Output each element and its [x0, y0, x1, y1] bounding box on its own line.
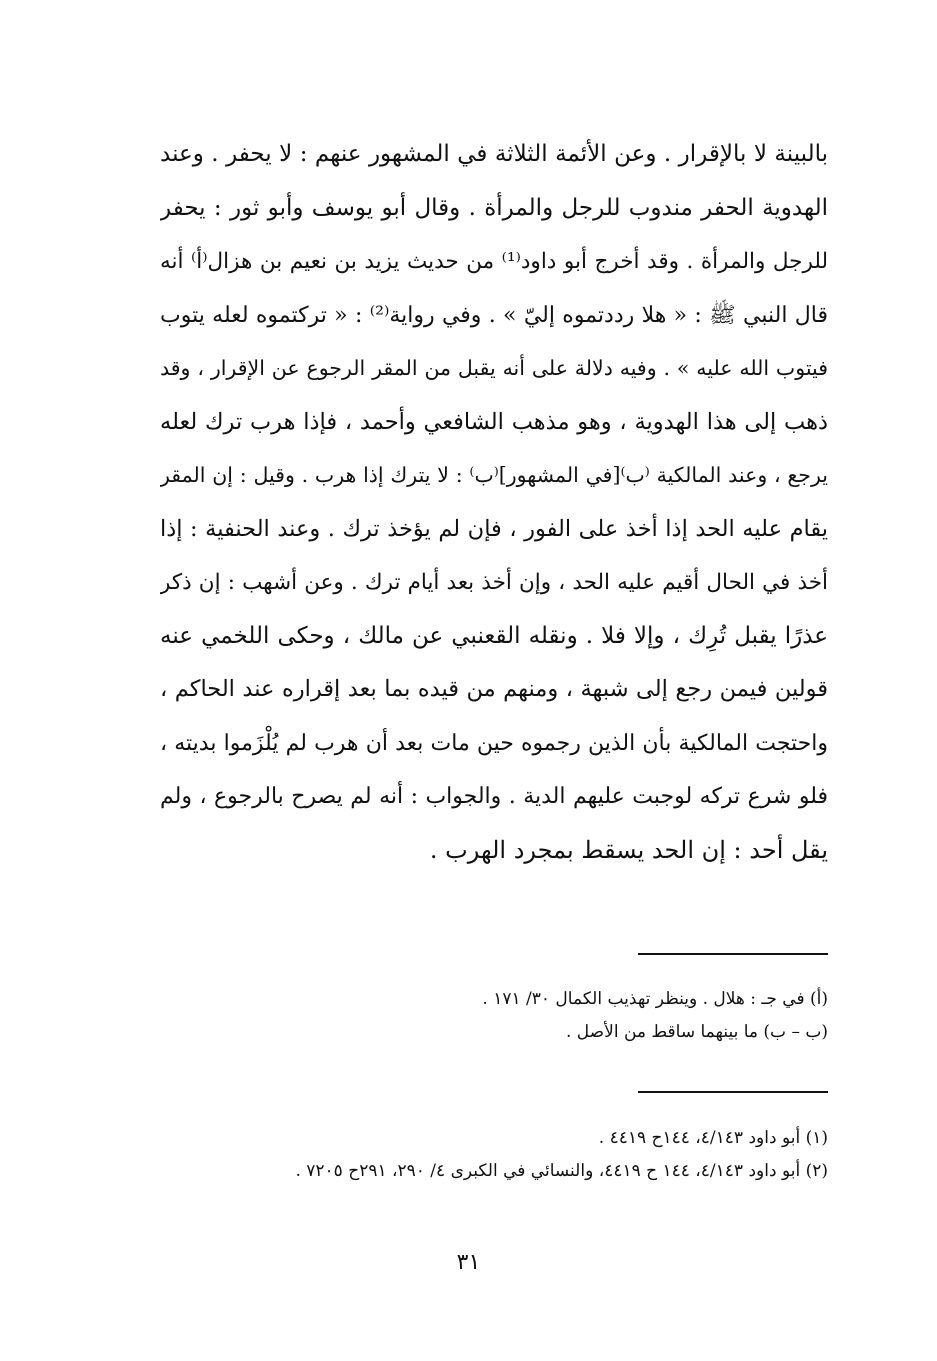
footnote: (١) أبو داود ٤/١٤٣، ١٤٤ح ٤٤١٩ .	[598, 1128, 828, 1148]
text-line: يرجع ، وعند المالكية ⁽ب⁾[في المشهور]⁽ب⁾ : لا يترك إذا هرب . وقيل : إن المقر	[160, 463, 828, 487]
text-line: واحتجت المالكية بأن الذين رجموه حين مات بعد أن هرب لم يُلْزَموا بديته ،	[160, 730, 828, 756]
footnote-divider	[638, 953, 828, 955]
footnote: (٢) أبو داود ٤/١٤٣، ١٤٤ ح ٤٤١٩، والنسائي في الكبرى ٤/ ٢٩٠، ٢٩١ح ٧٢٠٥ .	[295, 1161, 828, 1181]
variant-footnotes	[160, 983, 828, 1049]
page-number: ٣١	[456, 1250, 481, 1275]
text-line: فلو شرع تركه لوجبت عليهم الدية . والجواب : أنه لم يصرح بالرجوع ، ولم	[160, 784, 828, 809]
text-line: الهدوية الحفر مندوب للرجل والمرأة . وقال أبو يوسف وأبو ثور : يحفر	[160, 194, 828, 221]
footnote: (ب – ب) ما بينهما ساقط من الأصل .	[566, 1022, 828, 1042]
text-line: قولين فيمن رجع إلى شبهة ، ومنهم من قيده بما بعد إقراره عند الحاكم ،	[160, 676, 828, 702]
text-line: قال النبي ﷺ : « هلا رددتموه إليّ » . وفي رواية⁽²⁾ : « تركتموه لعله يتوب	[160, 302, 828, 328]
text-line: يقام عليه الحد إذا أخذ على الفور ، فإن لم يؤخذ ترك . وعند الحنفية : إذا	[160, 515, 828, 542]
text-line: عذرًا يقبل تُرِك ، وإلا فلا . ونقله القعنبي عن مالك ، وحكى اللخمي عنه	[160, 622, 828, 649]
main-text	[160, 128, 828, 877]
text-line: للرجل والمرأة . وقد أخرج أبو داود⁽¹⁾ من حديث يزيد بن نعيم بن هزال⁽أ⁾ أنه	[160, 249, 828, 274]
text-line: ذهب إلى هذا الهدوية ، وهو مذهب الشافعي وأحمد ، فإذا هرب ترك لعله	[160, 408, 828, 435]
footnote: (أ) في جـ : هلال . وينظر تهذيب الكمال ٣٠/ ١٧١ .	[482, 989, 828, 1009]
source-footnotes	[160, 1122, 828, 1188]
text-line: أخذ في الحال أقيم عليه الحد ، وإن أخذ بعد أيام ترك . وعن أشهب : إن ذكر	[160, 570, 828, 595]
text-line: فيتوب الله عليه » . وفيه دلالة على أنه يقبل من المقر الرجوع عن الإقرار ، وقد	[160, 356, 828, 380]
text-line: بالبينة لا بالإقرار . وعن الأئمة الثلاثة في المشهور عنهم : لا يحفر . وعند	[160, 141, 828, 167]
footnote-divider	[638, 1091, 828, 1093]
text-line: يقل أحد : إن الحد يسقط بمجرد الهرب .	[429, 835, 828, 864]
